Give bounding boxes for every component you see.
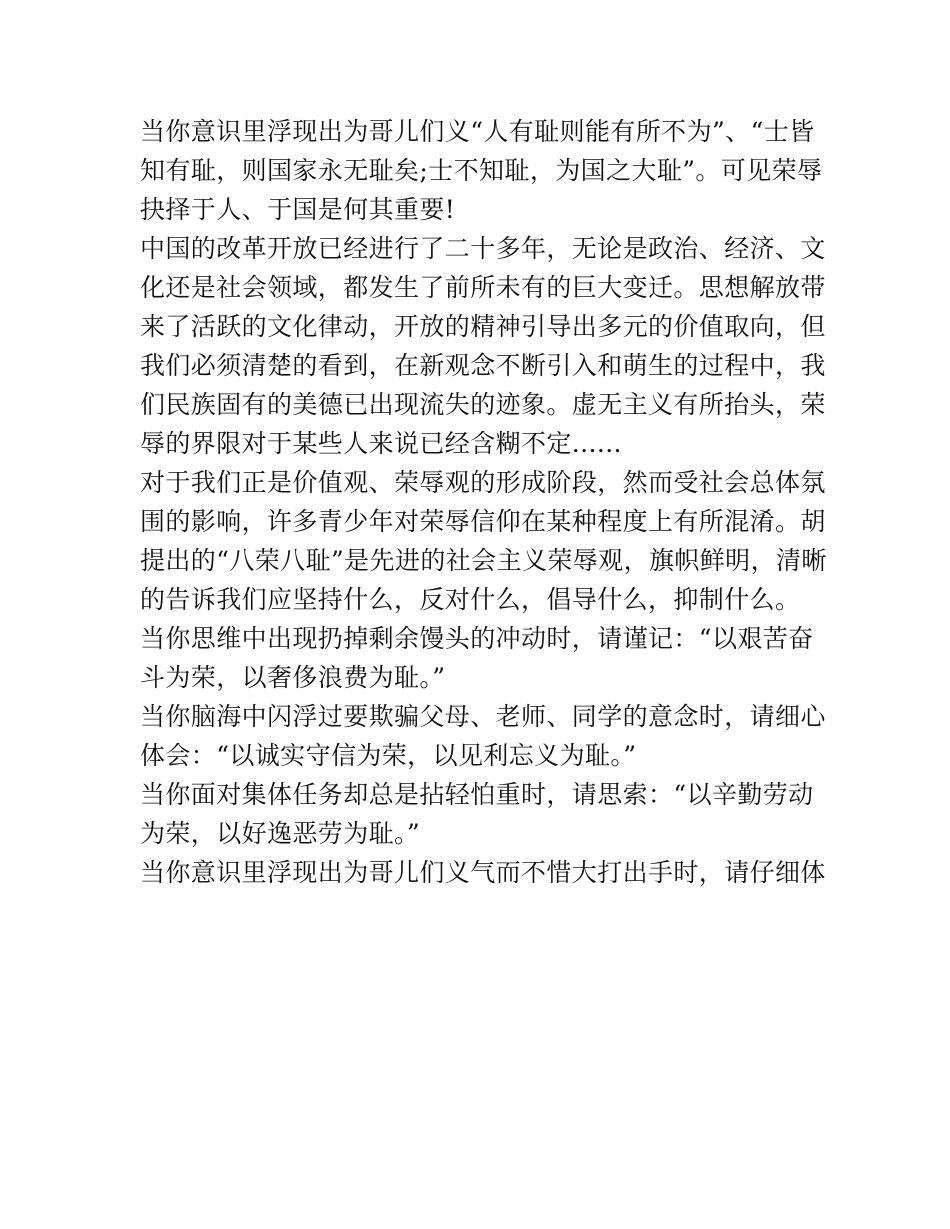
text-line: 当你面对集体任务却总是拈轻怕重时，请思索：“以辛勤劳动	[140, 780, 814, 809]
text-line: 为荣，以好逸恶劳为耻。”	[140, 819, 421, 848]
text-line: 斗为荣，以奢侈浪费为耻。”	[140, 663, 446, 692]
text-line: 体会：“以诚实守信为荣，以见利忘义为耻。”	[140, 741, 637, 770]
text-line: 辱的界限对于某些人来说已经含糊不定......	[140, 429, 622, 458]
paragraph-2	[140, 229, 826, 463]
text-line: 当你意识里浮现出为哥儿们义“人有耻则能有所不为”、“士皆	[140, 117, 815, 146]
paragraph-5	[140, 697, 826, 775]
text-line: 中国的改革开放已经进行了二十多年，无论是政治、经济、文	[140, 234, 826, 263]
paragraph-4	[140, 619, 812, 697]
text-line: 来了活跃的文化律动，开放的精神引导出多元的价值取向，但	[140, 312, 826, 341]
text-line: 对于我们正是价值观、荣辱观的形成阶段，然而受社会总体氛	[140, 468, 826, 497]
text-line: 抉择于人、于国是何其重要!	[140, 195, 456, 224]
text-line: 们民族固有的美德已出现流失的迹象。虚无主义有所抬头，荣	[140, 390, 826, 419]
text-line: 化还是社会领域，都发生了前所未有的巨大变迁。思想解放带	[140, 273, 826, 302]
text-line: 我们必须清楚的看到，在新观念不断引入和萌生的过程中，我	[140, 351, 826, 380]
paragraph-3	[140, 463, 827, 619]
text-line: 当你思维中出现扔掉剩余馒头的冲动时，请谨记：“以艰苦奋	[140, 624, 814, 653]
paragraph-6	[140, 775, 812, 853]
document-body	[140, 112, 827, 892]
paragraph-7	[140, 853, 826, 892]
text-line: 的告诉我们应坚持什么，反对什么，倡导什么，抑制什么。	[140, 585, 801, 614]
text-line: 围的影响，许多青少年对荣辱信仰在某种程度上有所混淆。胡	[140, 507, 826, 536]
text-line: 提出的“八荣八耻”是先进的社会主义荣辱观，旗帜鲜明，清晰	[140, 546, 827, 575]
text-line: 当你意识里浮现出为哥儿们义气而不惜大打出手时，请仔细体	[140, 858, 826, 887]
paragraph-1	[140, 112, 823, 229]
text-line: 知有耻，则国家永无耻矣;士不知耻，为国之大耻”。可见荣辱	[140, 156, 823, 185]
text-line: 当你脑海中闪浮过要欺骗父母、老师、同学的意念时，请细心	[140, 702, 826, 731]
